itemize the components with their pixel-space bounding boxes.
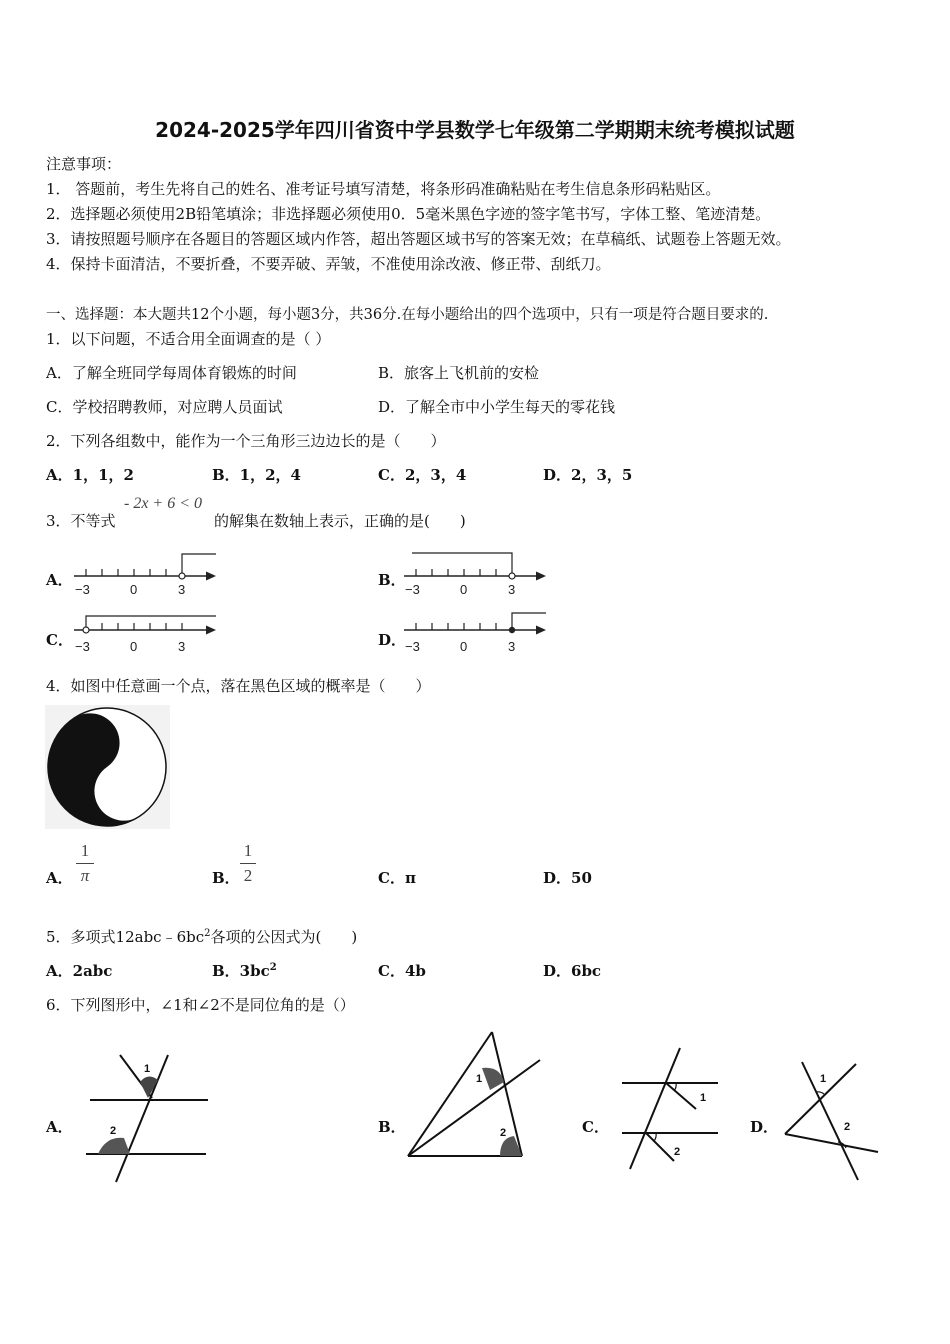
- q4-option-c[interactable]: C．π: [378, 869, 416, 887]
- q6-stem: 6．下列图形中，∠1和∠2不是同位角的是（）: [46, 996, 355, 1014]
- q1-option-a[interactable]: A．了解全班同学每周体育锻炼的时间: [46, 364, 297, 382]
- angle-label-2: 2: [674, 1146, 681, 1158]
- q3-stem-pre: 3．不等式: [46, 512, 116, 530]
- notice-heading: 注意事项：: [46, 155, 122, 173]
- number-line-b: [400, 550, 560, 604]
- tick-label: −3: [75, 639, 90, 654]
- q4-option-b-label[interactable]: B．: [212, 869, 240, 887]
- tick-label: 0: [460, 582, 468, 597]
- q6-option-d-label[interactable]: D．: [750, 1118, 779, 1136]
- q5-stem-pre: 5．多项式12abc﹣6bc: [46, 928, 205, 946]
- q2-option-a[interactable]: A．1，1，2: [46, 466, 134, 484]
- tick-label: −3: [75, 582, 90, 597]
- q2-option-d[interactable]: D．2，3，5: [543, 466, 633, 484]
- q6-option-c-label[interactable]: C．: [582, 1118, 609, 1136]
- section-heading: 一、选择题：本大题共12个小题，每小题3分，共36分.在每小题给出的四个选项中，只有一项是符合题目要求的.: [46, 307, 769, 323]
- numerator: 1: [243, 841, 253, 860]
- angle-label-2: 2: [500, 1127, 507, 1139]
- tick-label: 3: [178, 582, 186, 597]
- tick-label: −3: [405, 639, 420, 654]
- notice-item: 4．保持卡面清洁，不要折叠，不要弄破、弄皱，不准使用涂改液、修正带、刮纸刀。: [46, 255, 611, 273]
- tick-label: 3: [508, 639, 516, 654]
- angle-label-2: 2: [844, 1121, 851, 1133]
- figure-c: [620, 1045, 725, 1177]
- fraction-bar: [240, 863, 256, 864]
- q3-stem-post: 的解集在数轴上表示，正确的是( ): [214, 512, 466, 530]
- tick-label: 0: [130, 639, 138, 654]
- q4-option-b-fraction[interactable]: [240, 841, 256, 886]
- angle-label-1: 1: [144, 1063, 151, 1075]
- page-title: 2024-2025学年四川省资中学县数学七年级第二学期期末统考模拟试题: [155, 118, 795, 142]
- angle-label-2: 2: [110, 1125, 117, 1137]
- q4-option-d[interactable]: D．50: [543, 869, 592, 887]
- q2-option-c[interactable]: C．2，3，4: [378, 466, 467, 484]
- q4-option-a-fraction[interactable]: [76, 841, 94, 886]
- q3-option-d-label[interactable]: D．: [378, 631, 407, 649]
- figure-a: [80, 1050, 210, 1189]
- figure-d: [780, 1058, 885, 1188]
- notice-item: 2．选择题必须使用2B铅笔填涂；非选择题必须使用0．5毫米黑色字迹的签字笔书写，字体工整、笔迹清楚。: [46, 205, 771, 223]
- q6-option-b-label[interactable]: B．: [378, 1118, 406, 1136]
- q4-option-a-label[interactable]: A．: [46, 869, 73, 887]
- number-line-a: [70, 550, 230, 604]
- q3-option-b-label[interactable]: B．: [378, 571, 406, 589]
- tick-label: 3: [178, 639, 186, 654]
- denominator: π: [80, 866, 90, 885]
- q4-stem: 4．如图中任意画一个点，落在黑色区域的概率是（ ）: [46, 677, 431, 695]
- q5-option-b-text: B．3bc: [212, 962, 270, 980]
- denominator: 2: [243, 866, 253, 885]
- q5-option-a[interactable]: A．2abc: [46, 962, 113, 980]
- tick-label: 0: [130, 582, 138, 597]
- q3-option-c-label[interactable]: C．: [46, 631, 73, 649]
- q5-option-c[interactable]: C．4b: [378, 962, 426, 980]
- tick-label: 0: [460, 639, 468, 654]
- q3-inequality: - 2x + 6 < 0: [124, 495, 203, 512]
- q2-option-b[interactable]: B．1，2，4: [212, 466, 301, 484]
- numerator: 1: [80, 841, 90, 860]
- q3-option-a-label[interactable]: A．: [46, 571, 73, 589]
- yin-yang-image: [45, 705, 170, 833]
- tick-label: −3: [405, 582, 420, 597]
- number-line-c: [70, 610, 230, 664]
- figure-b: [400, 1028, 545, 1167]
- q5-stem-post: 各项的公因式为( ): [210, 928, 358, 946]
- q1-stem: 1．以下问题，不适合用全面调查的是（ ）: [46, 330, 331, 348]
- q5-option-b[interactable]: [212, 960, 277, 981]
- q1-option-c[interactable]: C．学校招聘教师，对应聘人员面试: [46, 398, 283, 416]
- notice-item: 1． 答题前，考生先将自己的姓名、准考证号填写清楚，将条形码准确粘贴在考生信息条形码粘贴区。: [46, 180, 721, 198]
- q5-option-d[interactable]: D．6bc: [543, 962, 602, 980]
- notice-item: 3．请按照题号顺序在各题目的答题区域内作答，超出答题区域书写的答案无效；在草稿纸、试题卷上答题无效。: [46, 230, 791, 248]
- q1-option-b[interactable]: B．旅客上飞机前的安检: [378, 364, 540, 382]
- angle-label-1: 1: [476, 1073, 483, 1085]
- q6-option-a-label[interactable]: A．: [46, 1118, 73, 1136]
- q5-stem-sup: 2: [204, 928, 211, 939]
- angle-label-1: 1: [820, 1073, 827, 1085]
- number-line-d: [400, 610, 560, 664]
- q5-option-b-sup: 2: [269, 962, 277, 973]
- q1-option-d[interactable]: D．了解全市中小学生每天的零花钱: [378, 398, 616, 416]
- angle-label-1: 1: [700, 1092, 707, 1104]
- tick-label: 3: [508, 582, 516, 597]
- fraction-bar: [76, 863, 94, 864]
- q5-stem: [46, 926, 357, 947]
- q2-stem: 2．下列各组数中，能作为一个三角形三边边长的是（ ）: [46, 432, 446, 450]
